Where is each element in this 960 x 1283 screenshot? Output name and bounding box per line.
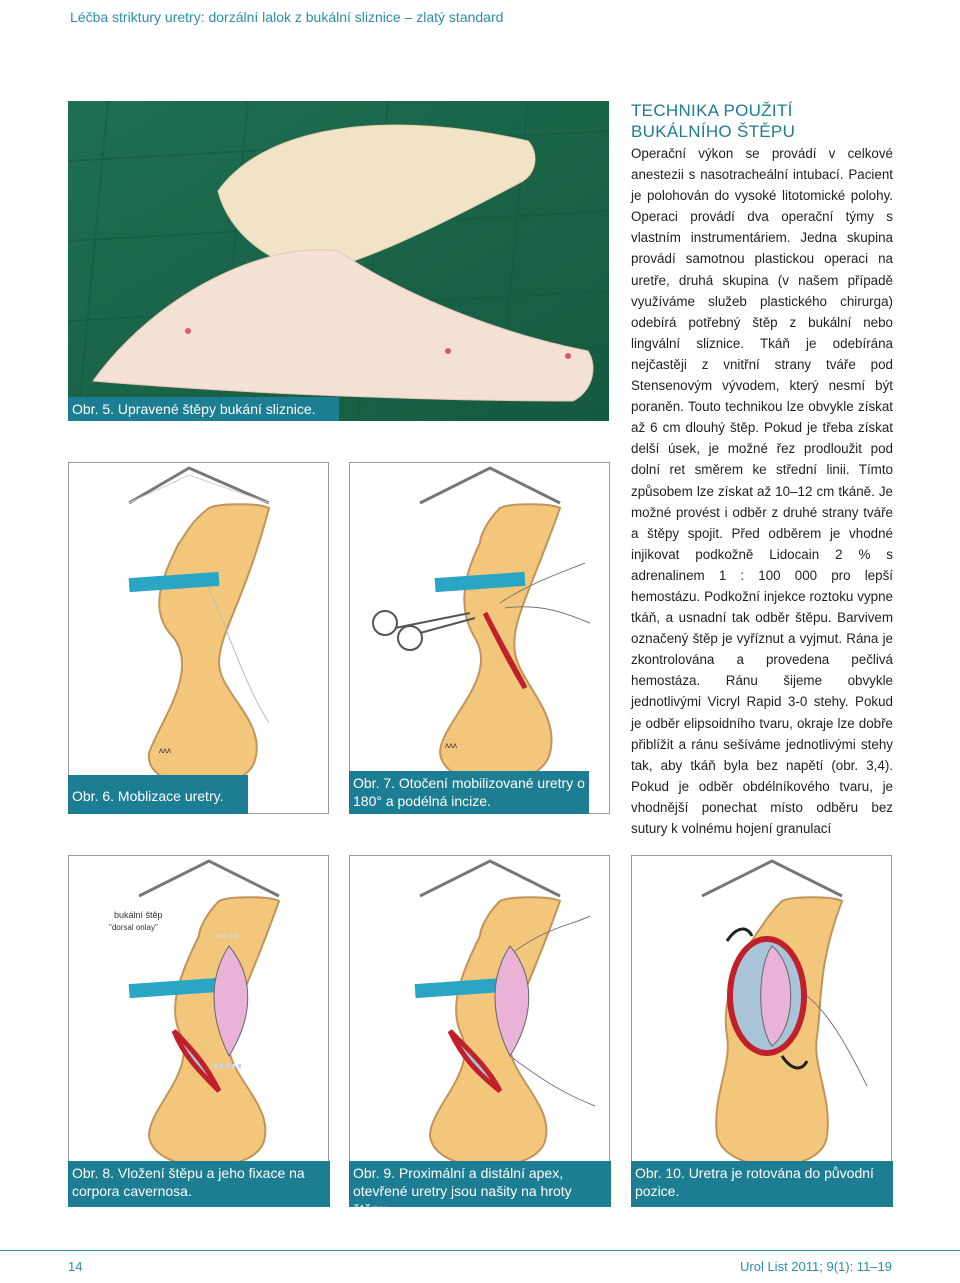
figure-6 — [68, 462, 329, 814]
graft-photo — [68, 101, 609, 421]
figure-6-caption: Obr. 6. Moblizace uretry. — [68, 775, 248, 814]
urethra-body — [149, 897, 279, 1166]
page-number: 14 — [68, 1259, 83, 1274]
figure-9-caption: Obr. 9. Proximální a distální apex, otevřené uretry jsou našity na hroty štěpu. — [349, 1161, 611, 1207]
running-header: Léčba striktury uretry: dorzální lalok z bukální sliznice – zlatý standard — [70, 9, 504, 25]
figure-5-caption: Obr. 5. Upravené štěpy bukání sliznice. — [68, 397, 339, 421]
footer-rule — [0, 1250, 960, 1251]
urethra-mobilization-drawing — [69, 463, 328, 813]
figure-8 — [68, 855, 329, 1207]
urethra-rotation-drawing — [632, 856, 891, 1206]
svg-text:ʌʌʌ: ʌʌʌ — [159, 746, 171, 755]
journal-citation: Urol List 2011; 9(1): 11–19 — [740, 1259, 892, 1274]
section-heading: TECHNIKA POUŽITÍ BUKÁLNÍHO ŠTĚPU — [631, 101, 796, 141]
figure-5 — [68, 101, 609, 421]
graft-placement-drawing — [69, 856, 328, 1206]
urethra-body — [149, 504, 269, 786]
scissors-icon — [373, 611, 475, 650]
figure-9 — [349, 855, 610, 1217]
urethra-incision-drawing — [350, 463, 609, 813]
svg-text:ʌʌʌ: ʌʌʌ — [445, 741, 457, 750]
inset-label-1: bukální štěp — [114, 910, 163, 920]
figure-7 — [349, 462, 610, 814]
figure-10 — [631, 855, 892, 1207]
figure-10-caption: Obr. 10. Uretra je rotována do původní pozice. — [631, 1161, 893, 1207]
inset-label-2: "dorsal onlay" — [109, 923, 158, 932]
figure-8-caption: Obr. 8. Vložení štěpu a jeho fixace na corpora cavernosa. — [68, 1161, 330, 1207]
figure-7-caption: Obr. 7. Otočení mobilizované uretry o 180° a podélná incize. — [349, 771, 589, 814]
article-body: Operační výkon se provádí v celkové anestezii s nasotracheální intubací. Pacient je polohován do vysoké litotomické polohy. Operaci provádí dva operační týmy s vlastním instrumentáriem. Jedna skupina provádí samotnou plastickou operaci na uretře, druhá skupina (v našem případě využíváme služeb plastického chirurga) odebírá potřebný štěp z bukální nebo lingvální sliznice. Tkáň je odebírána nejčastěji z vnitřní strany tváře pod Stensenovým vývodem, který nesmí být poraněn. Touto technikou lze obvykle získat až 6 cm dlouhý štěp. Pokud je třeba získat delší úsek, je možné řez prodloužit pod dolní ret směrem ke střední linii. Tímto způsobem lze získat až 10–12 cm tkáně. Je možné provést i odběr z druhé strany tváře a štěpy spojit. Před odběrem je vhodné injikovat podkožně Lidocain 2 % s adrenalinem 1 : 100 000 pro lepší hemostázu. Podkožní injekce roztoku vypne tkáň, a usnadní tak odběr štěpu. Barvivem označený štěp je vyříznut a vyjmut. Rána je zkontrolována a provedena pečlivá hemostáza. Ránu šijeme obvykle jednotlivými Vicryl Rapid 3-0 stehy. Pokud je odběr elipsoidního tvaru, okraje lze dobře přiblížit a ránu sešíváme jednotlivými stehy tak, aby tkáň byla bez napětí (obr. 3,4). Pokud je odběr obdélníkového tvaru, je vhodnější ponechat místo odběru bez sutury k volnému hojení granulací — [631, 146, 893, 836]
apex-suture-drawing — [350, 856, 609, 1206]
